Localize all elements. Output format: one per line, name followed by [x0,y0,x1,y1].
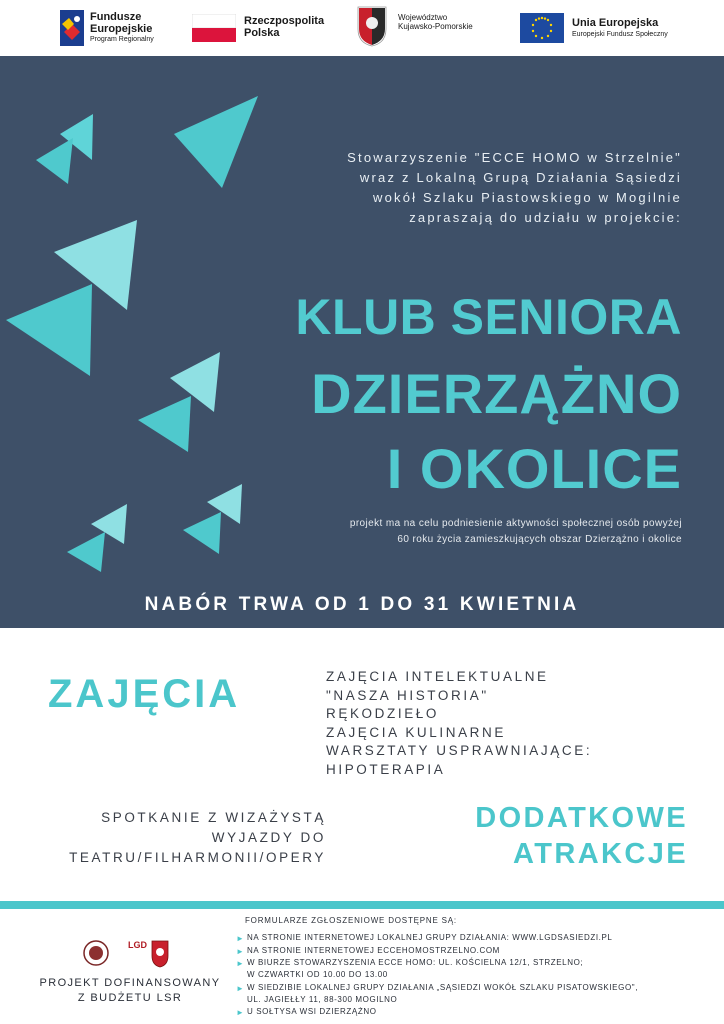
forms-locations-list [236,932,696,1019]
description-line: projekt ma na celu podniesienie aktywności społecznej osób powyżej [349,518,682,529]
logo-rzeczpospolita-polska [192,8,324,48]
intro-line: wokół Szlaku Piastowskiego w Mogilnie [372,190,682,205]
ue-title: Unia Europejska [572,17,659,30]
triangle-shape [67,532,105,572]
eu-flag-icon [520,13,564,43]
forms-location-item [236,945,696,957]
project-description [262,516,682,548]
forms-location-line: UL. JAGIEŁŁY 11, 88-300 MOGILNO [247,994,398,1004]
forms-location-line: NA STRONIE INTERNETOWEJ LOKALNEJ GRUPY DZIAŁANIA: WWW.LGDSASIEDZI.PL [247,933,613,942]
triangle-shape [183,512,221,554]
extras-item: WYJAZDY DO [211,830,326,845]
rp-title-1: Rzeczpospolita [244,15,325,28]
triangle-shape [174,96,258,188]
classes-item: "NASZA HISTORIA" [326,687,489,703]
forms-location-item [236,957,696,981]
fe-subtitle: Program Regionalny [90,36,154,44]
title-line-1: KLUB SENIORA [295,289,682,345]
classes-heading: ZAJĘCIA [48,672,241,716]
forms-location-item [236,982,696,1006]
footer-logos [80,938,180,970]
funding-line-2: Z BUDŻETU LSR [77,992,183,1004]
extras-list [40,808,326,868]
logo-unia-europejska [520,8,668,48]
forms-location-line: W CZWARTKI OD 10.00 DO 13.00 [247,970,388,979]
extras-heading [420,800,688,872]
kp-title-1: Województwo [398,12,448,22]
triangle-shape [36,138,73,184]
hero-panel [0,56,724,628]
decorative-triangles [0,56,300,576]
bullet-arrow-icon: ► [236,959,245,968]
lgd-logo-text: LGD [128,940,147,950]
extras-heading-line-2: ATRAKCJE [513,838,688,870]
forms-location-item [236,932,696,944]
forms-location-item [236,1006,696,1018]
voivodeship-coat-of-arms-icon [356,5,388,47]
bullet-arrow-icon: ► [236,1008,245,1017]
polish-flag-icon [192,14,236,42]
classes-item: ZAJĘCIA KULINARNE [326,724,506,740]
funding-note [30,976,230,1006]
extras-item: SPOTKANIE Z WIZAŻYSTĄ [101,810,326,825]
triangle-shape [6,284,92,376]
logo-fundusze-europejskie [60,8,154,48]
fe-title-1: Fundusze [90,11,142,24]
funding-line-1: PROJEKT DOFINANSOWANY [39,977,221,989]
rp-title-2: Polska [244,27,280,39]
intro-line: Stowarzyszenie "ECCE HOMO w Strzelnie" [347,150,682,165]
kp-title-2: Kujawsko-Pomorskie [398,22,473,31]
section-divider [0,901,724,909]
title-line-2: DZIERZĄŻNO [311,362,682,425]
classes-item: ZAJĘCIA INTELEKTUALNE [326,669,549,684]
forms-location-line: U SOŁTYSA WSI DZIERZĄŻNO [247,1007,377,1016]
triangle-shape [138,396,191,452]
forms-location-line: W SIEDZIBIE LOKALNEJ GRUPY DZIAŁANIA „SĄSIEDZI WOKÓŁ SZLAKU PISATOWSKIEGO", [247,982,639,992]
classes-item: RĘKODZIEŁO [326,706,440,721]
forms-heading: FORMULARZE ZGŁOSZENIOWE DOSTĘPNE SĄ: [245,916,457,925]
recruitment-banner: NABÓR TRWA OD 1 DO 31 KWIETNIA [144,594,580,615]
intro-line: wraz z Lokalną Grupą Działania Sąsiedzi [359,170,682,185]
fundusze-europejskie-icon [60,10,84,46]
logo-kujawsko-pomorskie [356,6,473,46]
bullet-arrow-icon: ► [236,946,245,956]
forms-location-line: W BIURZE STOWARZYSZENIA ECCE HOMO: UL. KOŚCIELNA 12/1, STRZELNO; [247,958,584,967]
logo-bar [0,0,724,56]
forms-location-line: NA STRONIE INTERNETOWEJ ECCEHOMOSTRZELNO.COM [247,945,500,955]
title-line-3: I OKOLICE [386,437,682,500]
extras-item: TEATRU/FILHARMONII/OPERY [69,850,326,865]
bullet-arrow-icon: ► [236,934,245,943]
extras-heading-line-1: DODATKOWE [475,802,688,834]
classes-list [326,668,592,779]
intro-text [262,148,682,228]
description-line: 60 roku życia zamieszkujących obszar Dzierzążno i okolice [397,534,682,545]
intro-line: zapraszają do udziału w projekcie: [409,210,682,225]
classes-item: WARSZTATY USPRAWNIAJĄCE: [326,743,593,758]
classes-item: HIPOTERAPIA [326,761,446,777]
ue-subtitle: Europejski Fundusz Społeczny [572,30,668,38]
fe-title-2: Europejskie [90,22,153,35]
bullet-arrow-icon: ► [236,983,245,993]
